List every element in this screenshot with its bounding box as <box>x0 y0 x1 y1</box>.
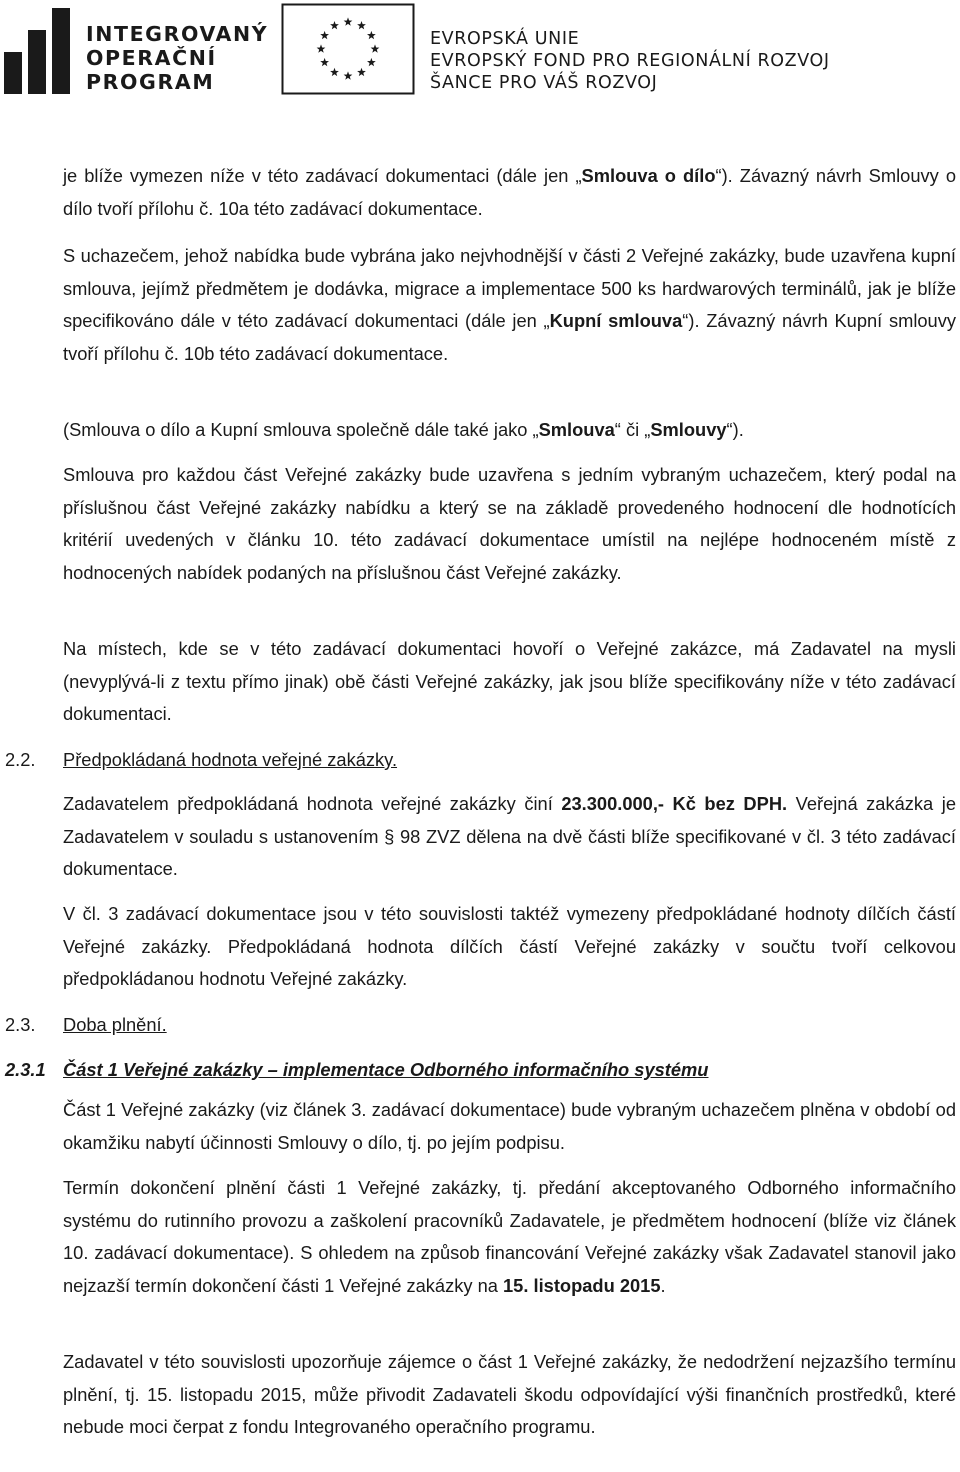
iop-logo-text <box>86 22 268 94</box>
paragraph <box>63 1172 956 1302</box>
paragraph: Zadavatel v této souvislosti upozorňuje zájemce o část 1 Veřejné zakázky, že nedodržení nejzazšího termínu plnění, tj. 15. listopadu 2015, může přivodit Zadavateli škodu odpovídající výši finančních prostředků, které nebude moci čerpat z fondu Integrovaného operačního programu. <box>63 1351 956 1438</box>
paragraph: V čl. 3 zadávací dokumentace jsou v této souvislosti taktéž vymezeny předpokládané hodnoty dílčích částí Veřejné zakázky. Předpokládaná hodnota dílčích částí Veřejné zakázky v součtu tvoří celkovou předpokládanou hodnotu Veřejné zakázky. <box>63 903 956 990</box>
eu-flag-icon <box>281 3 415 95</box>
paragraph: Smlouva pro každou část Veřejné zakázky bude uzavřena s jedním vybraným uchazečem, který podal na příslušnou část Veřejné zakázky nabídku a který se na základě provedeného hodnocení dle hodnotících kritérií uvedených v článku 10. této zadávací dokumentace umístil na nejlépe hodnoceném místě z hodnocených nabídek podaných na příslušnou část Veřejné zakázky. <box>63 464 956 583</box>
text: je blíže vymezen níže v této zadávací dokumentaci (dále jen „ <box>63 165 582 186</box>
paragraph <box>63 240 956 370</box>
subsection-number: 2.3.1 <box>5 1059 46 1080</box>
bold-amount: 23.300.000,- Kč bez DPH. <box>561 793 788 814</box>
text: S uchazečem, jehož nabídka bude vybrána jako nejvhodnější v části 2 Veřejné zakázky, bude uzavřena kupní smlouva, jejímž předmětem je dodávka, migrace a implementace 500 ks hardwarových terminálů, jak je blíže specifikováno dále v této zadávací dokumentaci (dále jen „ <box>63 245 956 332</box>
bold-date: 15. listopadu 2015 <box>503 1274 661 1296</box>
bold-term: Smlouva <box>538 419 615 440</box>
paragraph <box>63 160 956 225</box>
text: “). Závazný návrh Kupní smlouvy tvoří přílohu č. 10b této zadávací dokumentace. <box>63 310 956 364</box>
page-header <box>0 0 960 100</box>
paragraph: Na místech, kde se v této zadávací dokumentaci hovoří o Veřejné zakázce, má Zadavatel na mysli (nevyplývá-li z textu přímo jinak) obě části Veřejné zakázky, jak jsou blíže specifikovány níže v této zadávací dokumentaci. <box>63 638 956 725</box>
bold-term: Smlouvy <box>650 419 727 440</box>
text: Termín dokončení plnění části 1 Veřejné zakázky, tj. předání akceptovaného Odborného informačního systému do rutinního provozu a zaškolení pracovníků Zadavatele, je předmětem hodnocení (blíže viz článek 10. zadávací dokumentace). S ohledem na způsob financování Veřejné zakázky však Zadavatel stanovil jako nejzazší termín dokončení části 1 Veřejné zakázky na <box>63 1177 956 1296</box>
text: Zadavatelem předpokládaná hodnota veřejné zakázky činí <box>63 793 562 814</box>
iop-logo <box>4 0 269 100</box>
eu-line: ŠANCE PRO VÁŠ ROZVOJ <box>430 73 658 93</box>
text: Veřejná zakázka je Zadavatelem v souladu s ustanovením § 98 ZVZ dělena na dvě části blíže specifikované v čl. 3 této zadávací dokumentace. <box>63 793 956 880</box>
text: . <box>660 1274 666 1296</box>
paragraph: Část 1 Veřejné zakázky (viz článek 3. zadávací dokumentace) bude vybraným uchazečem plněna v období od okamžiku nabytí účinnosti Smlouvy o dílo, tj. po jejím podpisu. <box>63 1099 956 1153</box>
section-number: 2.2. <box>5 749 36 770</box>
paragraph <box>63 414 956 447</box>
paragraph <box>63 788 956 886</box>
text: “). <box>726 419 744 440</box>
iop-logo-line: INTEGROVANÝ <box>86 22 269 46</box>
eu-text <box>430 28 830 94</box>
text: “ či „ <box>614 419 651 440</box>
eu-line: EVROPSKÝ FOND PRO REGIONÁLNÍ ROZVOJ <box>430 51 830 71</box>
text: (Smlouva o dílo a Kupní smlouva společně dále také jako „ <box>63 419 539 440</box>
subsection-heading: Část 1 Veřejné zakázky – implementace Odborného informačního systému <box>63 1059 709 1080</box>
bold-term: Smlouva o dílo <box>581 165 716 186</box>
text: “). Závazný návrh Smlouvy o dílo tvoří přílohu č. 10a této zadávací dokumentace. <box>63 165 956 219</box>
eu-line: EVROPSKÁ UNIE <box>430 29 580 49</box>
section-number: 2.3. <box>5 1014 36 1035</box>
section-heading: Předpokládaná hodnota veřejné zakázky. <box>63 749 398 770</box>
bold-term: Kupní smlouva <box>549 310 683 332</box>
iop-logo-line: OPERAČNÍ <box>86 46 217 70</box>
iop-logo-icon <box>4 8 74 94</box>
section-heading: Doba plnění. <box>63 1014 167 1035</box>
iop-logo-line: PROGRAM <box>86 70 215 94</box>
